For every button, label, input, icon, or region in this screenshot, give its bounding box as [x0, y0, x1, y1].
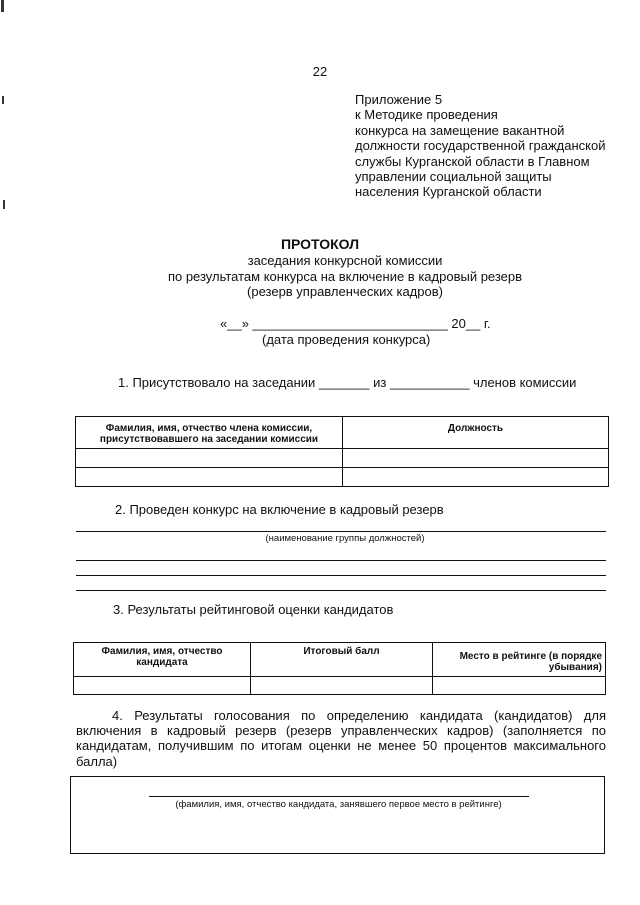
table1-cell	[76, 468, 343, 487]
table2-header-score: Итоговый балл	[251, 643, 433, 677]
table1-cell	[76, 449, 343, 468]
section-3-rating: 3. Результаты рейтинговой оценки кандидатов	[113, 602, 394, 617]
fill-line	[76, 560, 606, 561]
document-title: ПРОТОКОЛ	[280, 236, 360, 252]
table2-cell	[433, 677, 606, 695]
table1-header-position: Должность	[343, 417, 609, 449]
fill-line	[76, 575, 606, 576]
table2-cell	[251, 677, 433, 695]
section-2-competition: 2. Проведен конкурс на включение в кадровый резерв	[115, 502, 444, 517]
appendix-header: Приложение 5 к Методике проведения конкурса на замещение вакантной должности государственной гражданской службы Курганской области в Главном управлении социальной защиты населения Курганской области	[355, 92, 606, 200]
table2-header-rank: Место в рейтинге (в порядке убывания)	[433, 643, 606, 677]
fill-line	[76, 590, 606, 591]
candidate-caption: (фамилия, имя, отчество кандидата, занявшего первое место в рейтинге)	[175, 799, 502, 810]
group-name-line	[76, 531, 606, 532]
section-1-attendance: 1. Присутствовало на заседании _______ из ___________ членов комиссии	[118, 375, 577, 390]
page-number: 22	[312, 64, 328, 79]
date-caption: (дата проведения конкурса)	[262, 332, 431, 347]
section-4-voting: 4. Результаты голосования по определению кандидата (кандидатов) для включения в кадровый резерв (резерв управленческих кадров) (заполняется по кандидатам, получившим по итогам оценки не менее 50 процентов максимального балла)	[76, 708, 606, 769]
candidate-name-line	[149, 796, 529, 797]
date-line: «__» ___________________________ 20__ г.	[220, 316, 491, 331]
table2-header-name: Фамилия, имя, отчество кандидата	[74, 643, 251, 677]
table1-cell	[343, 468, 609, 487]
candidate-box	[70, 776, 605, 854]
group-name-caption: (наименование группы должностей)	[265, 533, 425, 544]
table1-cell	[343, 449, 609, 468]
rating-table	[73, 642, 606, 695]
commission-members-table	[75, 416, 609, 487]
document-subtitle: заседания конкурсной комиссии по результатам конкурса на включение в кадровый резерв (резерв управленческих кадров)	[167, 253, 523, 299]
table1-header-name: Фамилия, имя, отчество члена комиссии, присутствовавшего на заседании комиссии	[76, 417, 343, 449]
table2-cell	[74, 677, 251, 695]
